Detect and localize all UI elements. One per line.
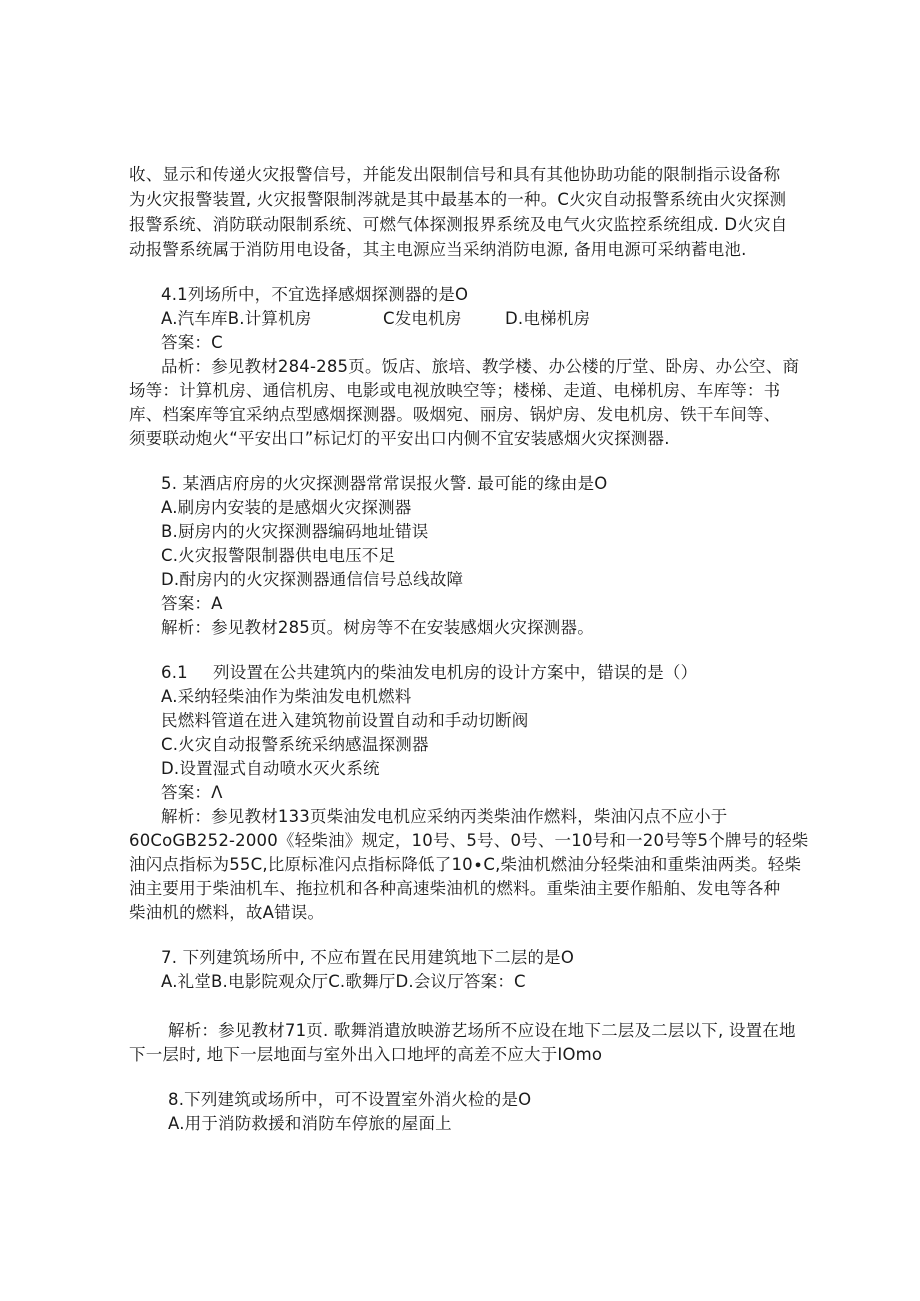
q4-analysis-line-3: 库、档案库等宜采纳点型感烟探测器。吸烟宛、丽房、锅炉房、发电机房、铁干车间等、: [129, 405, 781, 424]
intro-line-2: 为火灾报警装置, 火灾报警限制涔就是其中最基本的一种。C火灾自动报警系统由火灾探测: [129, 190, 787, 209]
q5-question: 5. 某酒店府房的火灾探测器常常误报火警. 最可能的缘由是O: [161, 474, 608, 493]
q6-question-line: [161, 661, 697, 685]
q7-question: 7. 下列建筑场所中, 不应布置在民用建筑地下二层的是O: [161, 948, 575, 967]
q6-option-b: 民燃料管道在进入建筑物前设置自动和手动切断阀: [161, 711, 529, 730]
q5-option-d: D.酎房内的火灾探测器通信信号总线故障: [161, 570, 464, 589]
intro-line-1: 收、显示和传递火灾报警信号，并能发出限制信号和具有其他协助功能的限制指示设备称: [129, 165, 781, 184]
q5-option-b: B.厨房内的火灾探测器编码地址错误: [161, 522, 429, 541]
q6-option-d: D.设置湿式自动喷水灭火系统: [161, 759, 380, 778]
q6-number: 6.1: [161, 663, 188, 682]
q4-answer: 答案：C: [161, 333, 223, 352]
q6-analysis-line-4: 油主要用于柴油机车、拖拉机和各种高速柴油机的燃料。重柴油主要作船舶、发电等各种: [129, 879, 781, 898]
q4-question: 4.1列场所中，不宜选择感烟探测器的是O: [161, 285, 469, 304]
q7-options-answer: A.礼堂B.电影院观众厅C.歌舞厅D.会议厅答案：C: [161, 972, 526, 991]
q6-question: 列设置在公共建筑内的柴油发电机房的设计方案中，错误的是（）: [213, 663, 698, 682]
q8-option-a: A.用于消防救援和消防车停旅的屋面上: [168, 1114, 452, 1133]
q4-analysis-line-2: 场等：计算机房、通信机房、电影或电视放映空等；楼梯、走道、电梯机房、车库等：书: [129, 381, 781, 400]
q6-analysis-line-3: 油闪点指标为55C,比原标准闪点指标降低了10∙C,柴油机燃油分轻柴油和重柴油两类。轻柴: [129, 855, 802, 874]
q6-option-a: A.采纳轻柴油作为柴油发电机燃料: [161, 687, 412, 706]
q6-answer: 答案：Λ: [161, 783, 223, 802]
q4-option-d: D.电梯机房: [505, 309, 591, 328]
q4-analysis-line-4: 须要联动炮火“平安出口”标记灯的平安出口内侧不宜安装感烟火灾探测器.: [129, 429, 670, 448]
q5-analysis: 解析：参见教材285页。树房等不在安装感烟火灾探测器。: [161, 618, 594, 637]
q6-analysis-line-5: 柴油机的燃料，故A错误。: [129, 903, 325, 922]
intro-line-3: 报警系统、消防联动限制系统、可燃气体探测报界系统及电气火灾监控系统组成. D火灾自: [129, 215, 788, 234]
q8-question: 8.下列建筑或场所中，可不设置室外消火检的是O: [168, 1090, 532, 1109]
q4-options: [161, 307, 590, 331]
q5-option-c: C.火灾报警限制器供电电压不足: [161, 546, 396, 565]
q7-analysis-line-1: 解析：参见教材71页. 歌舞消遣放映游艺场所不应设在地下二层及二层以下, 设置在地: [168, 1021, 796, 1040]
q6-option-c: C.火灾自动报警系统采纳感温探测器: [161, 735, 429, 754]
q5-answer: 答案：A: [161, 594, 223, 613]
q4-option-ab: A.汽车库B.计算机房: [161, 309, 312, 328]
q4-analysis-line-1: 品析：参见教材284-285页。饭店、旅培、教学楼、办公楼的厅堂、卧房、办公空、商: [161, 357, 800, 376]
q4-option-c: C发电机房: [383, 309, 462, 328]
intro-line-4: 动报警系统属于消防用电设备，其主电源应当采纳消防电源, 备用电源可采纳蓄电池.: [129, 240, 747, 259]
q6-analysis-line-1: 解析：参见教材133页柴油发电机应采纳丙类柴油作燃料，柴油闪点不应小于: [161, 807, 728, 826]
q6-analysis-line-2: 60CoGB252-2000《轻柴油》规定，10号、5号、0号、一10号和一20号等5个牌号的轻柴: [129, 831, 809, 850]
q7-analysis-line-2: 下一层时, 地下一层地面与室外出入口地坪的高差不应大于IOmo: [129, 1045, 603, 1064]
q5-option-a: A.刷房内安装的是感烟火灾探测器: [161, 498, 412, 517]
